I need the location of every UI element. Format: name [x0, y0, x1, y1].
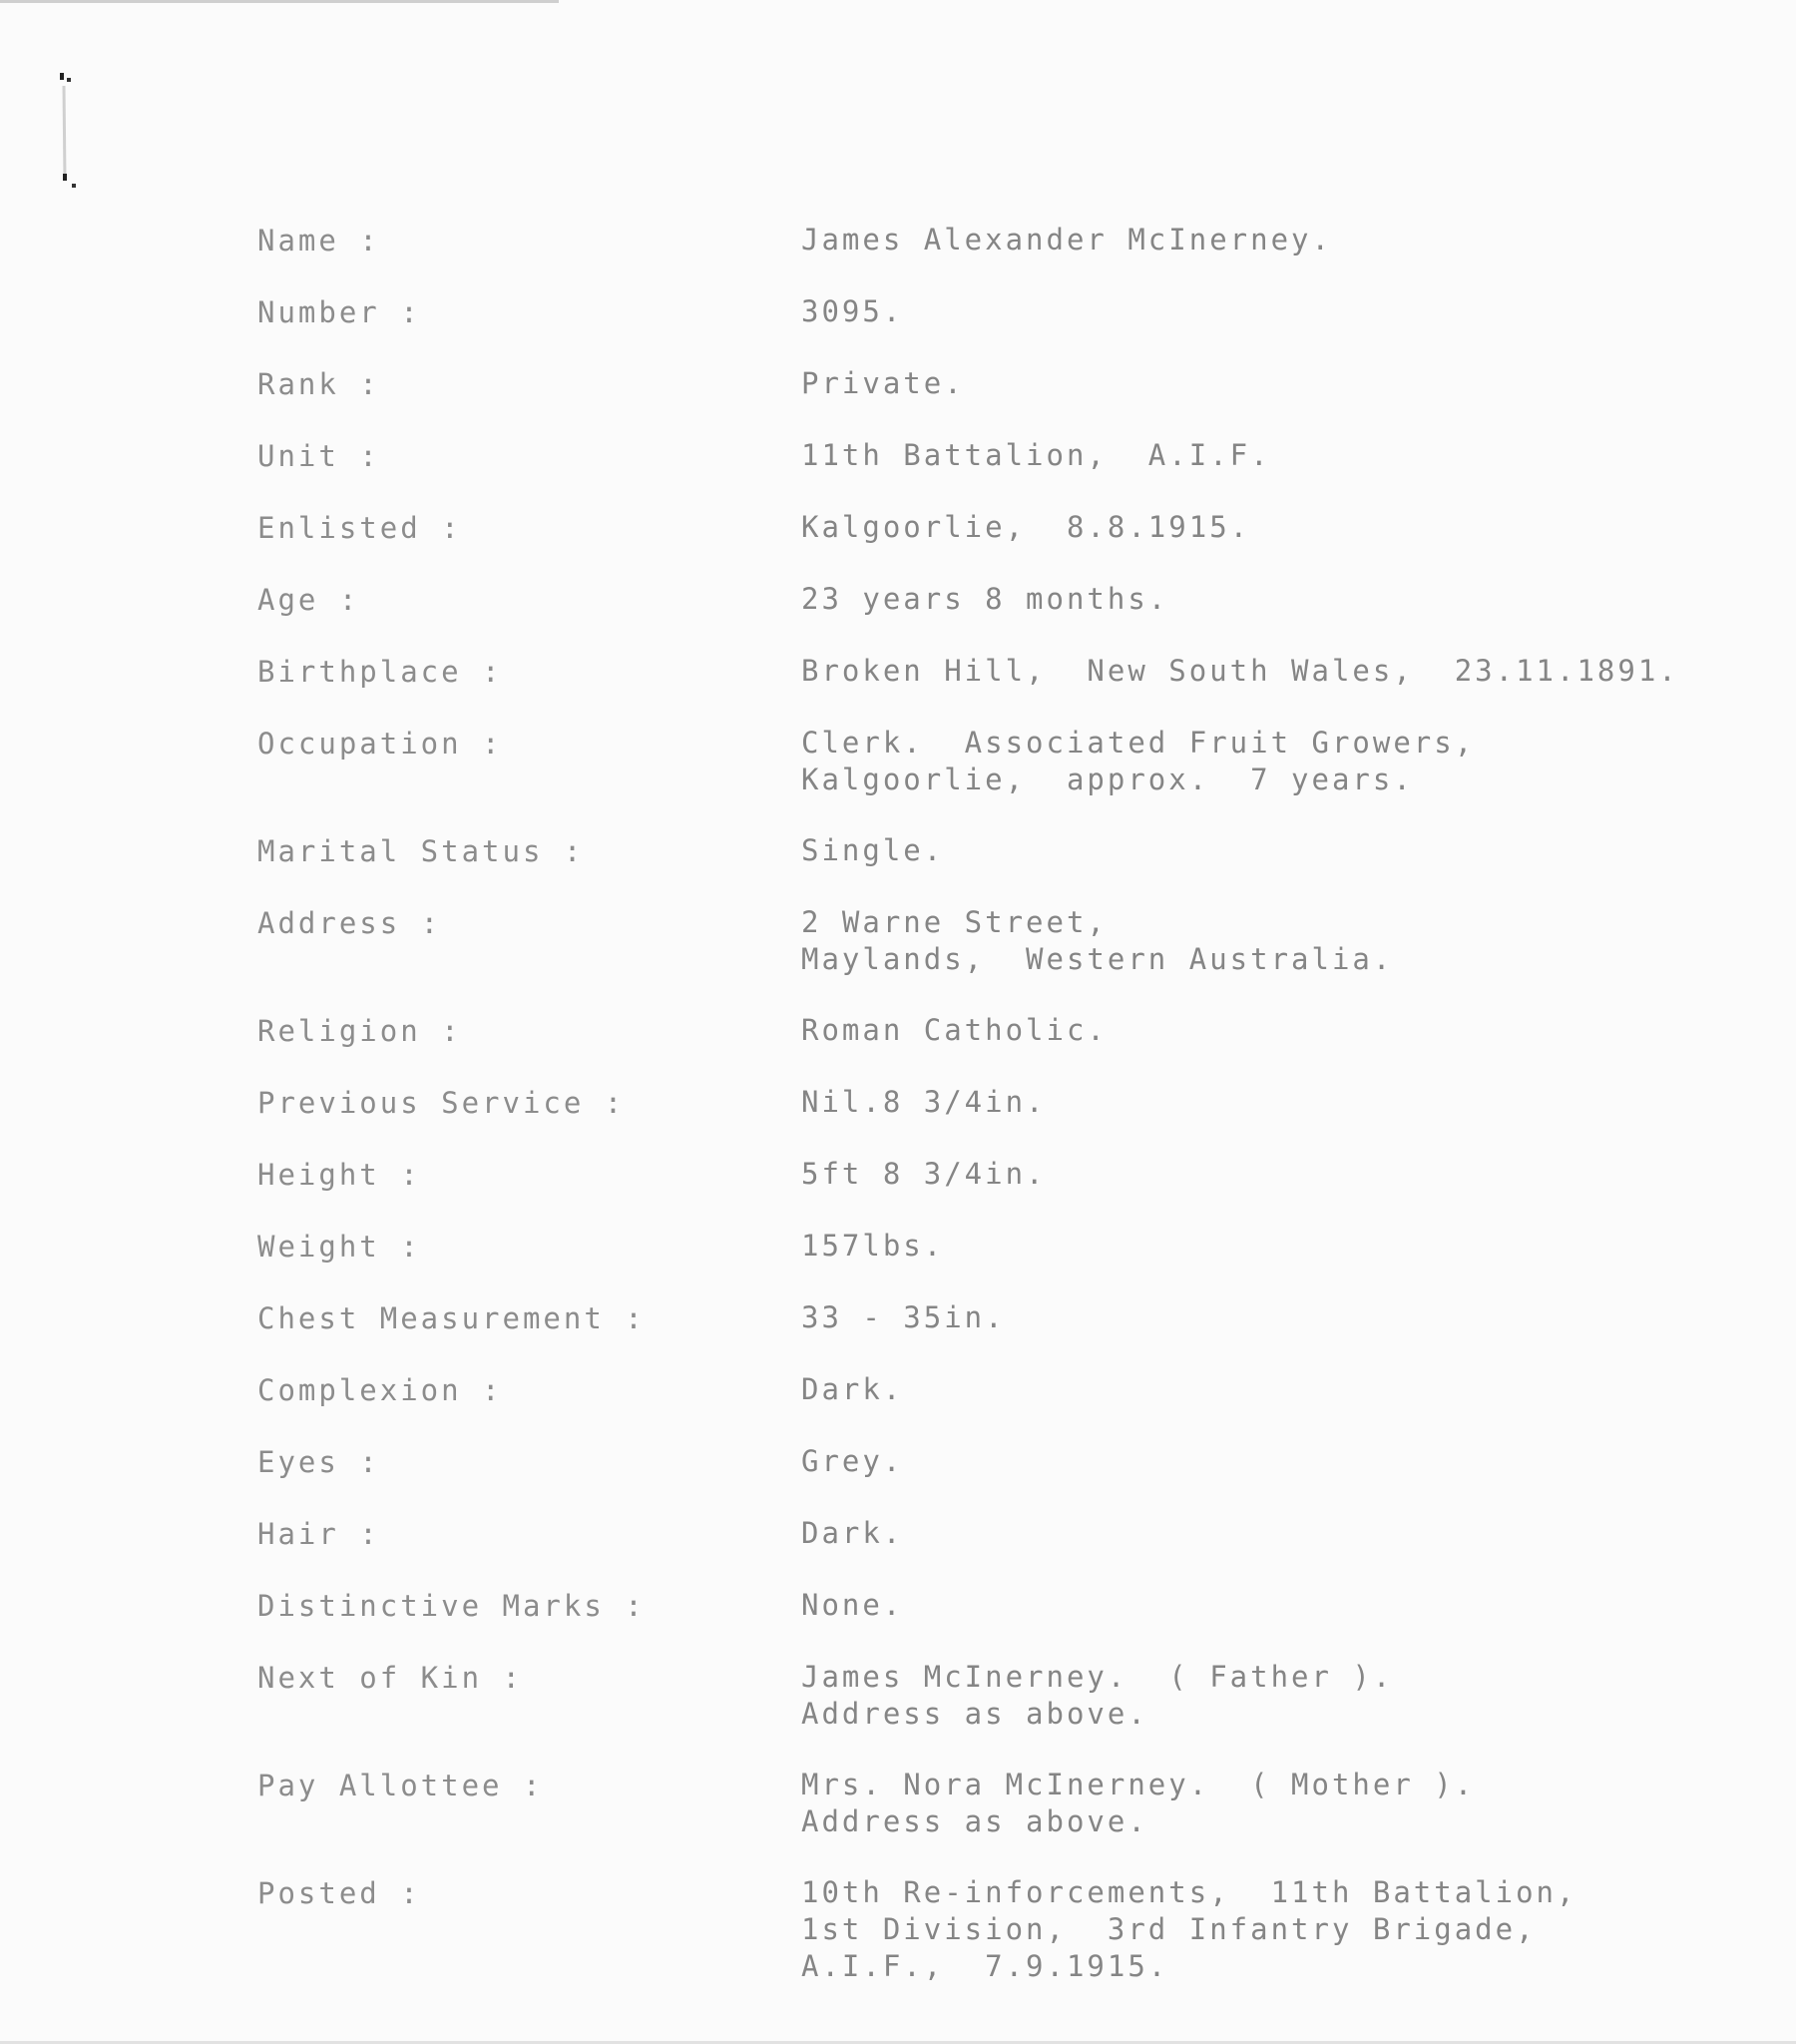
field-label: Chest Measurement : — [257, 1301, 646, 1335]
field-value-line: Private. — [801, 366, 965, 400]
field-label: Name : — [257, 224, 380, 257]
field-value — [801, 1874, 1754, 1985]
field-value-line: 10th Re-inforcements, 11th Battalion, — [801, 1875, 1577, 1909]
field-label: Age : — [257, 583, 360, 617]
field-value-line: Address as above. — [801, 1697, 1148, 1731]
record-row — [257, 1874, 1754, 1985]
field-value-line: Nil.8 3/4in. — [801, 1085, 1047, 1119]
field-label: Marital Status : — [257, 834, 585, 868]
field-value — [801, 293, 1754, 330]
field-label: Hair : — [257, 1517, 380, 1551]
field-label: Next of Kin : — [257, 1661, 523, 1695]
field-value-line: 11th Battalion, A.I.F. — [801, 438, 1271, 472]
record-row — [257, 1659, 1754, 1733]
field-value-line: 5ft 8 3/4in. — [801, 1157, 1047, 1191]
record-row — [257, 1767, 1754, 1840]
field-label: Previous Service : — [257, 1086, 626, 1120]
service-record — [257, 222, 1754, 2019]
field-value-line: Single. — [801, 833, 945, 867]
field-value-line: Roman Catholic. — [801, 1013, 1108, 1047]
field-label: Weight : — [257, 1230, 421, 1264]
record-row — [257, 1228, 1754, 1266]
field-value-line: 23 years 8 months. — [801, 582, 1169, 616]
field-value-line: 3095. — [801, 294, 904, 328]
field-value-line: Broken Hill, New South Wales, 23.11.1891. — [801, 654, 1679, 688]
field-value-line: 157lbs. — [801, 1229, 945, 1263]
record-row — [257, 904, 1754, 978]
record-row — [257, 1587, 1754, 1625]
field-value-line: 1st Division, 3rd Infantry Brigade, — [801, 1912, 1537, 1946]
field-value-line: Kalgoorlie, approx. 7 years. — [801, 763, 1414, 796]
record-row — [257, 653, 1754, 691]
field-label: Complexion : — [257, 1373, 503, 1407]
record-row — [257, 222, 1754, 259]
field-label: Enlisted : — [257, 511, 462, 545]
field-value-line: Maylands, Western Australia. — [801, 942, 1394, 976]
record-row — [257, 365, 1754, 403]
field-label: Birthplace : — [257, 655, 503, 689]
field-label: Pay Allottee : — [257, 1769, 544, 1802]
field-value — [801, 222, 1754, 258]
field-value-line: Dark. — [801, 1372, 904, 1406]
field-label: Rank : — [257, 367, 380, 401]
record-row — [257, 1443, 1754, 1481]
field-label: Height : — [257, 1158, 421, 1192]
record-row — [257, 293, 1754, 331]
field-value — [801, 581, 1754, 618]
record-row — [257, 832, 1754, 870]
field-label: Eyes : — [257, 1445, 380, 1479]
field-value-line: Kalgoorlie, 8.8.1915. — [801, 510, 1251, 544]
field-value-line: 2 Warne Street, — [801, 905, 1108, 939]
field-label: Number : — [257, 295, 421, 329]
field-value — [801, 1767, 1754, 1840]
field-value-line: Address as above. — [801, 1804, 1148, 1838]
field-value — [801, 1156, 1754, 1193]
field-value — [801, 725, 1754, 798]
record-row — [257, 509, 1754, 547]
field-label: Unit : — [257, 439, 380, 473]
field-value-line: Grey. — [801, 1444, 904, 1478]
field-value — [801, 1515, 1754, 1552]
margin-punch-marks — [58, 70, 88, 200]
field-value — [801, 1371, 1754, 1408]
field-value — [801, 1084, 1754, 1121]
record-row — [257, 1515, 1754, 1553]
field-value — [801, 365, 1754, 402]
field-value-line: None. — [801, 1588, 904, 1622]
field-label: Religion : — [257, 1014, 462, 1048]
record-row — [257, 725, 1754, 798]
field-value-line: 33 - 35in. — [801, 1300, 1006, 1334]
page-top-edge — [0, 0, 559, 3]
record-row — [257, 437, 1754, 475]
field-value — [801, 509, 1754, 546]
field-value-line: James McInerney. ( Father ). — [801, 1660, 1394, 1694]
field-label: Distinctive Marks : — [257, 1589, 646, 1623]
field-value-line: Dark. — [801, 1516, 904, 1550]
field-value-line: Clerk. Associated Fruit Growers, — [801, 726, 1476, 760]
field-value — [801, 437, 1754, 474]
field-value — [801, 1228, 1754, 1265]
field-value — [801, 1299, 1754, 1336]
field-value — [801, 904, 1754, 978]
field-value-line: A.I.F., 7.9.1915. — [801, 1949, 1169, 1983]
field-value — [801, 1659, 1754, 1733]
field-value — [801, 1587, 1754, 1624]
record-row — [257, 581, 1754, 619]
record-row — [257, 1371, 1754, 1409]
field-value-line: Mrs. Nora McInerney. ( Mother ). — [801, 1768, 1476, 1801]
record-row — [257, 1156, 1754, 1194]
field-label: Posted : — [257, 1876, 421, 1910]
field-value — [801, 653, 1754, 690]
field-value — [801, 1443, 1754, 1480]
field-label: Occupation : — [257, 727, 503, 761]
field-label: Address : — [257, 906, 442, 940]
field-value — [801, 832, 1754, 869]
field-value — [801, 1012, 1754, 1049]
field-value-line: James Alexander McInerney. — [801, 223, 1332, 256]
record-row — [257, 1084, 1754, 1122]
record-row — [257, 1299, 1754, 1337]
record-row — [257, 1012, 1754, 1050]
